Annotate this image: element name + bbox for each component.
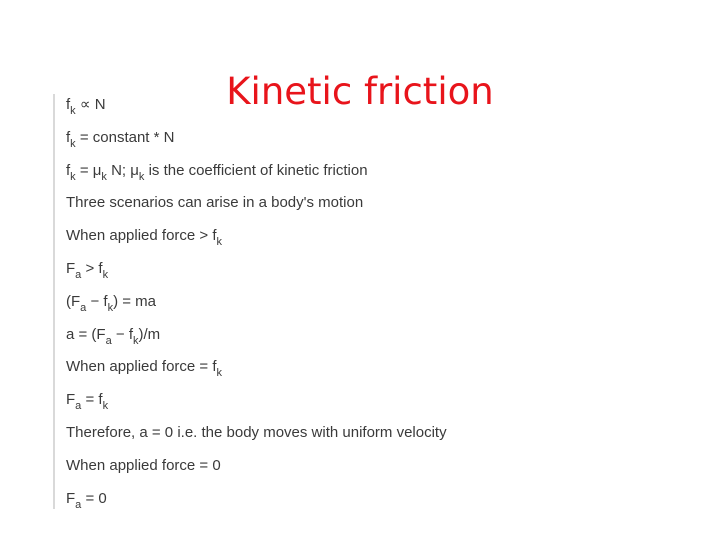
line-text: F [66, 259, 76, 277]
equation-line [66, 455, 686, 488]
line-text: is the coefficient of kinetic friction [144, 161, 368, 179]
subscript-text: a [80, 301, 87, 314]
line-text: N; μ [106, 161, 139, 179]
subscript-text: k [133, 334, 139, 347]
line-text: When applied force > f [66, 227, 217, 245]
equation-list [66, 94, 686, 520]
line-text: ∝ N [75, 96, 106, 113]
equation-line [66, 160, 686, 193]
line-text: − f [86, 292, 108, 310]
subscript-text: a [75, 400, 82, 413]
equation-line [66, 127, 686, 160]
line-text: When applied force = f [66, 358, 217, 376]
subscript-text: k [70, 170, 76, 183]
line-text: − f [111, 325, 133, 343]
subscript-text: k [107, 301, 114, 314]
line-text: )/m [138, 325, 161, 343]
equation-line [66, 192, 686, 225]
line-text: = 0 [81, 489, 107, 507]
line-text: f [66, 128, 71, 146]
subscript-text: k [102, 400, 109, 413]
line-text: ) = ma [113, 292, 156, 310]
line-text: f [66, 96, 71, 113]
line-text: F [66, 489, 76, 507]
content-divider [53, 94, 55, 509]
line-text: = constant * N [75, 128, 175, 146]
line-text: = f [81, 391, 103, 409]
line-text: Therefore, a = 0 i.e. the body moves with uniform velocity [66, 423, 447, 441]
line-text: F [66, 391, 76, 409]
subscript-text: k [216, 367, 223, 380]
line-text: When applied force = 0 [66, 456, 221, 474]
subscript-text: k [101, 170, 107, 183]
line-text: Three scenarios can arise in a body's motion [66, 194, 364, 212]
equation-line [66, 94, 686, 127]
equation-line [66, 225, 686, 258]
subscript-text: a [75, 268, 82, 281]
subscript-text: k [102, 268, 109, 281]
line-text: f [66, 161, 71, 179]
line-text: = μ [75, 161, 102, 179]
subscript-text: a [105, 334, 112, 347]
subscript-text: a [75, 498, 82, 511]
line-text: (F [66, 292, 81, 310]
subscript-text: k [216, 236, 223, 249]
equation-line [66, 488, 686, 521]
equation-line [66, 422, 686, 455]
subscript-text: k [138, 170, 145, 183]
equation-line [66, 291, 686, 324]
subscript-text: k [70, 105, 76, 117]
line-text: a = (F [66, 325, 106, 343]
equation-line [66, 258, 686, 291]
equation-line [66, 356, 686, 389]
line-text: > f [81, 259, 103, 277]
equation-line [66, 324, 686, 357]
equation-line [66, 389, 686, 422]
subscript-text: k [70, 137, 76, 150]
slide-title: Kinetic friction [226, 69, 494, 113]
